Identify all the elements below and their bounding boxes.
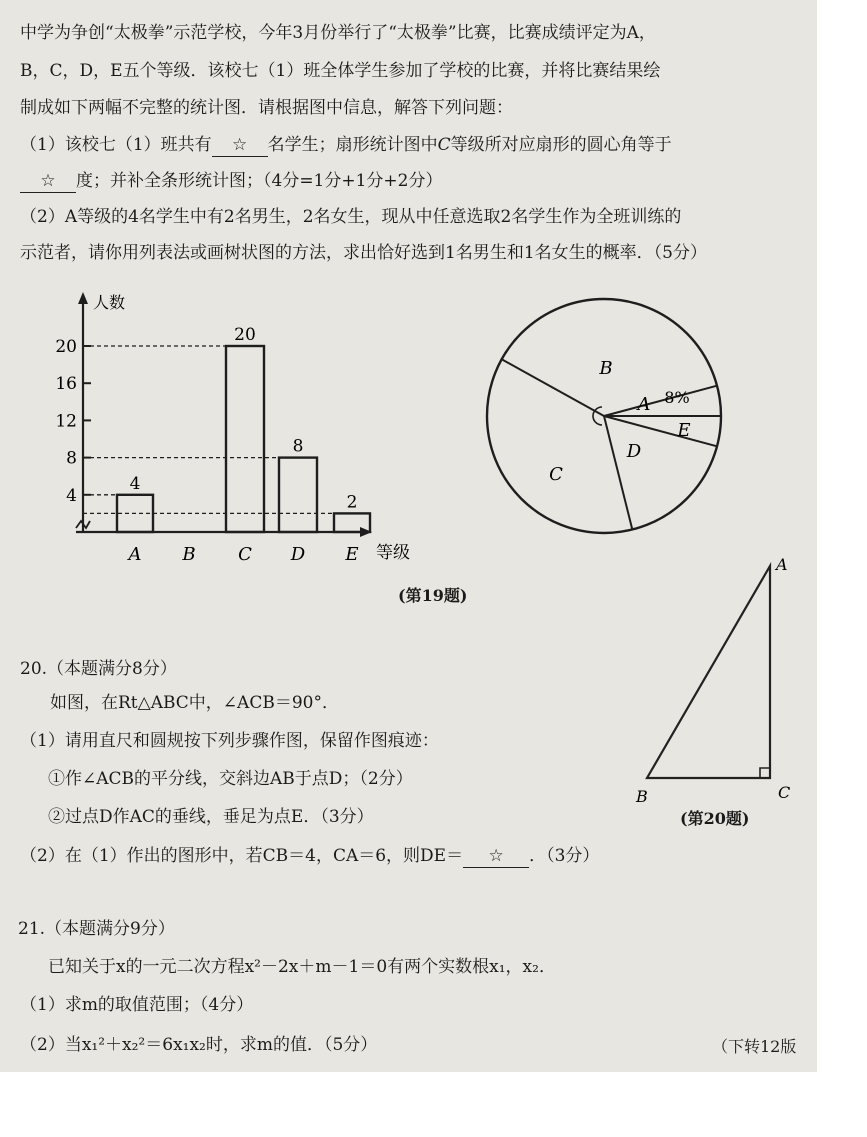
pie-label-c: C: [549, 464, 563, 485]
q19-part1-text-e: 度；并补全条形统计图；（4分=1分+1分+2分）: [76, 171, 443, 191]
pie-chart: [470, 270, 750, 560]
q21-intro: 已知关于x的一元二次方程x²－2x＋m－1＝0有两个实数根x₁，x₂．: [48, 957, 556, 977]
q19-line-1: 中学为争创“太极拳”示范学校，今年3月份举行了“太极拳”比赛，比赛成绩评定为A，: [20, 23, 656, 43]
q19-part1-text-d: 等级所对应扇形的圆心角等于: [450, 135, 672, 155]
pie-label-a: A: [637, 394, 651, 415]
continue-note: （下转12版: [712, 1037, 797, 1056]
answer-blank: ☆: [212, 134, 268, 157]
vertex-a-label: A: [776, 555, 788, 574]
bar-d: [279, 458, 317, 532]
y-tick-label: 8: [66, 448, 77, 469]
q20-part1: （1）请用直尺和圆规按下列步骤作图，保留作图痕迹：: [20, 731, 439, 751]
q21-part2: （2）当x₁²＋x₂²＝6x₁x₂时，求m的值．（5分）: [20, 1035, 378, 1055]
bar-c: [226, 346, 264, 532]
pie-slice-boundary: [604, 416, 717, 446]
q20-step1: ①作∠ACB的平分线，交斜边AB于点D；（2分）: [48, 769, 413, 789]
q19-line-2: B，C，D，E五个等级．该校七（1）班全体学生参加了学校的比赛，并将比赛结果绘: [20, 61, 661, 81]
q20-caption: (第20题): [680, 809, 750, 828]
q19-line-3: 制成如下两幅不完整的统计图．请根据图中信息，解答下列问题：: [20, 98, 513, 118]
vertex-c-label: C: [778, 783, 791, 802]
q19-caption: (第19题): [398, 586, 468, 605]
bar-data-label: 2: [346, 492, 358, 513]
bar-chart: [0, 270, 460, 580]
q20-step2: ②过点D作AC的垂线，垂足为点E．（3分）: [48, 807, 374, 827]
pie-label-d: D: [626, 441, 642, 462]
x-tick-label: C: [238, 544, 252, 565]
q19-part1: [20, 134, 672, 157]
pie-percent-label: 8%: [664, 388, 690, 407]
q20-intro: 如图，在Rt△ABC中，∠ACB＝90°．: [50, 693, 339, 713]
q19-part1-text-a: （1）该校七（1）班共有: [20, 135, 212, 155]
vertex-b-label: B: [636, 787, 648, 806]
answer-blank: ☆: [463, 845, 529, 868]
y-axis-label: 人数: [93, 293, 126, 312]
q20-part2-text-b: ．（3分）: [529, 846, 600, 866]
pie-label-b: B: [599, 358, 613, 379]
right-angle-mark: [760, 768, 770, 778]
pie-slice-boundary: [502, 359, 604, 416]
x-tick-label: B: [182, 544, 196, 565]
y-axis-arrow: [78, 292, 88, 304]
q19-part2-line-1: （2）A等级的4名学生中有2名男生，2名女生，现从中任意选取2名学生作为全班训练的: [20, 207, 682, 227]
q20-header: 20.（本题满分8分）: [20, 659, 177, 679]
bar-data-label: 20: [234, 325, 256, 345]
pie-label-e: E: [677, 420, 691, 441]
q19-part1-text-b: 名学生；扇形统计图中: [267, 135, 438, 155]
q20-part2: [20, 845, 599, 868]
y-tick-label: 20: [55, 337, 77, 357]
triangle-abc: [647, 566, 770, 778]
bar-data-label: 4: [129, 473, 141, 494]
triangle-figure: [620, 550, 800, 810]
pie-slice-boundary: [604, 416, 632, 530]
q21-part1: （1）求m的取值范围；（4分）: [20, 995, 254, 1015]
x-tick-label: D: [290, 544, 306, 565]
pie-slice-boundary: [604, 386, 717, 416]
y-tick-label: 4: [66, 485, 77, 506]
q21-header: 21.（本题满分9分）: [18, 919, 175, 939]
q20-part2-text-a: （2）在（1）作出的图形中，若CB＝4，CA＝6，则DE＝: [20, 846, 464, 866]
y-tick-label: 12: [55, 411, 77, 432]
x-tick-label: E: [345, 544, 359, 565]
y-tick-label: 16: [55, 374, 77, 395]
q19-part1-cont: [20, 170, 443, 193]
x-axis-label: 等级: [376, 543, 410, 563]
bar-data-label: 8: [292, 436, 304, 457]
x-tick-label: A: [128, 544, 142, 565]
answer-blank: ☆: [20, 170, 76, 193]
q19-part2-line-2: 示范者，请你用列表法或画树状图的方法，求出恰好选到1名男生和1名女生的概率．（5分）: [20, 243, 707, 263]
q19-part1-var-c: C: [437, 135, 451, 155]
